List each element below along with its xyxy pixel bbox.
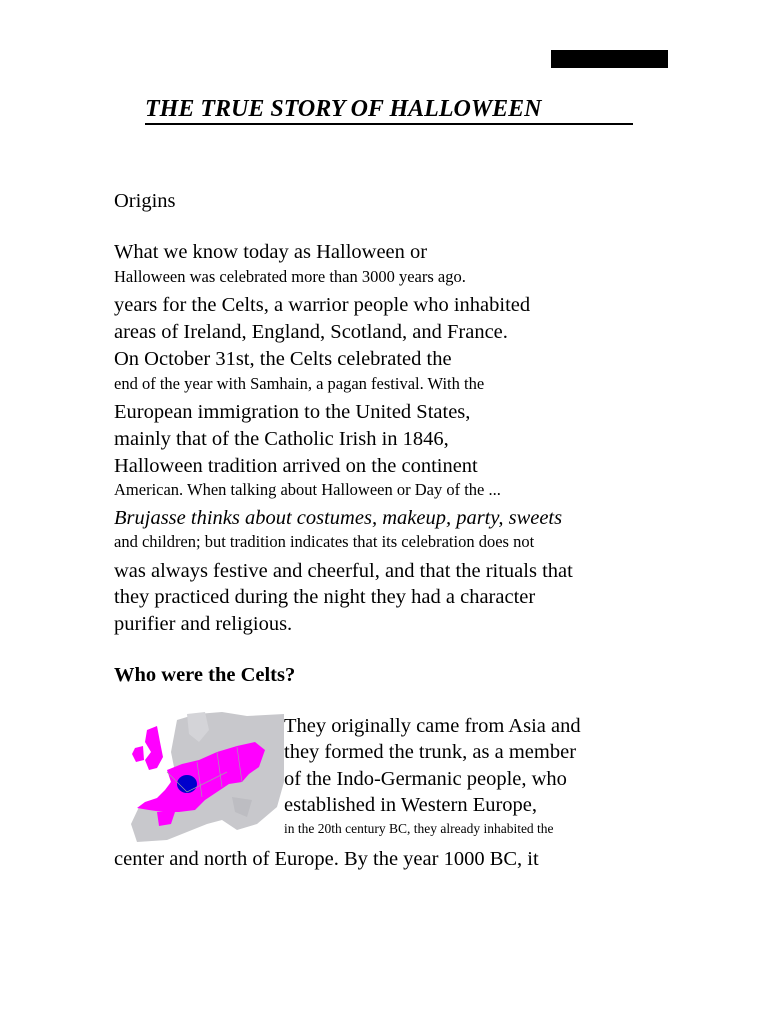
text-line: end of the year with Samhain, a pagan festival. With the bbox=[114, 374, 485, 393]
text-line: purifier and religious. bbox=[114, 613, 293, 635]
europe-celts-map bbox=[127, 712, 284, 842]
text-line: They originally came from Asia and bbox=[284, 715, 581, 737]
text-line: European immigration to the United States, bbox=[114, 401, 471, 423]
page-title: THE TRUE STORY OF HALLOWEEN bbox=[145, 95, 633, 125]
text-line: established in Western Europe, bbox=[284, 794, 538, 816]
text-line: On October 31st, the Celts celebrated the bbox=[114, 348, 452, 370]
section-heading-origins: Origins bbox=[114, 190, 176, 212]
text-line: Brujasse thinks about costumes, makeup, party, sweets bbox=[114, 507, 563, 529]
text-line: mainly that of the Catholic Irish in 1846, bbox=[114, 428, 449, 450]
redaction-bar bbox=[551, 50, 668, 68]
text-line: they formed the trunk, as a member bbox=[284, 741, 577, 763]
text-line: Halloween tradition arrived on the continent bbox=[114, 455, 478, 477]
text-line: in the 20th century BC, they already inhabited the bbox=[284, 821, 554, 836]
text-line: areas of Ireland, England, Scotland, and France. bbox=[114, 321, 508, 343]
section-heading-celts: Who were the Celts? bbox=[114, 664, 296, 686]
text-line: of the Indo-Germanic people, who bbox=[284, 768, 567, 790]
text-line: they practiced during the night they had a character bbox=[114, 586, 536, 608]
text-line: American. When talking about Halloween or Day of the ... bbox=[114, 480, 501, 499]
text-line: Halloween was celebrated more than 3000 years ago. bbox=[114, 267, 466, 286]
text-line: What we know today as Halloween or bbox=[114, 241, 428, 263]
text-line: and children; but tradition indicates that its celebration does not bbox=[114, 532, 535, 551]
text-line: center and north of Europe. By the year 1000 BC, it bbox=[114, 848, 539, 870]
text-line: was always festive and cheerful, and that the rituals that bbox=[114, 560, 573, 582]
text-line: years for the Celts, a warrior people who inhabited bbox=[114, 294, 531, 316]
